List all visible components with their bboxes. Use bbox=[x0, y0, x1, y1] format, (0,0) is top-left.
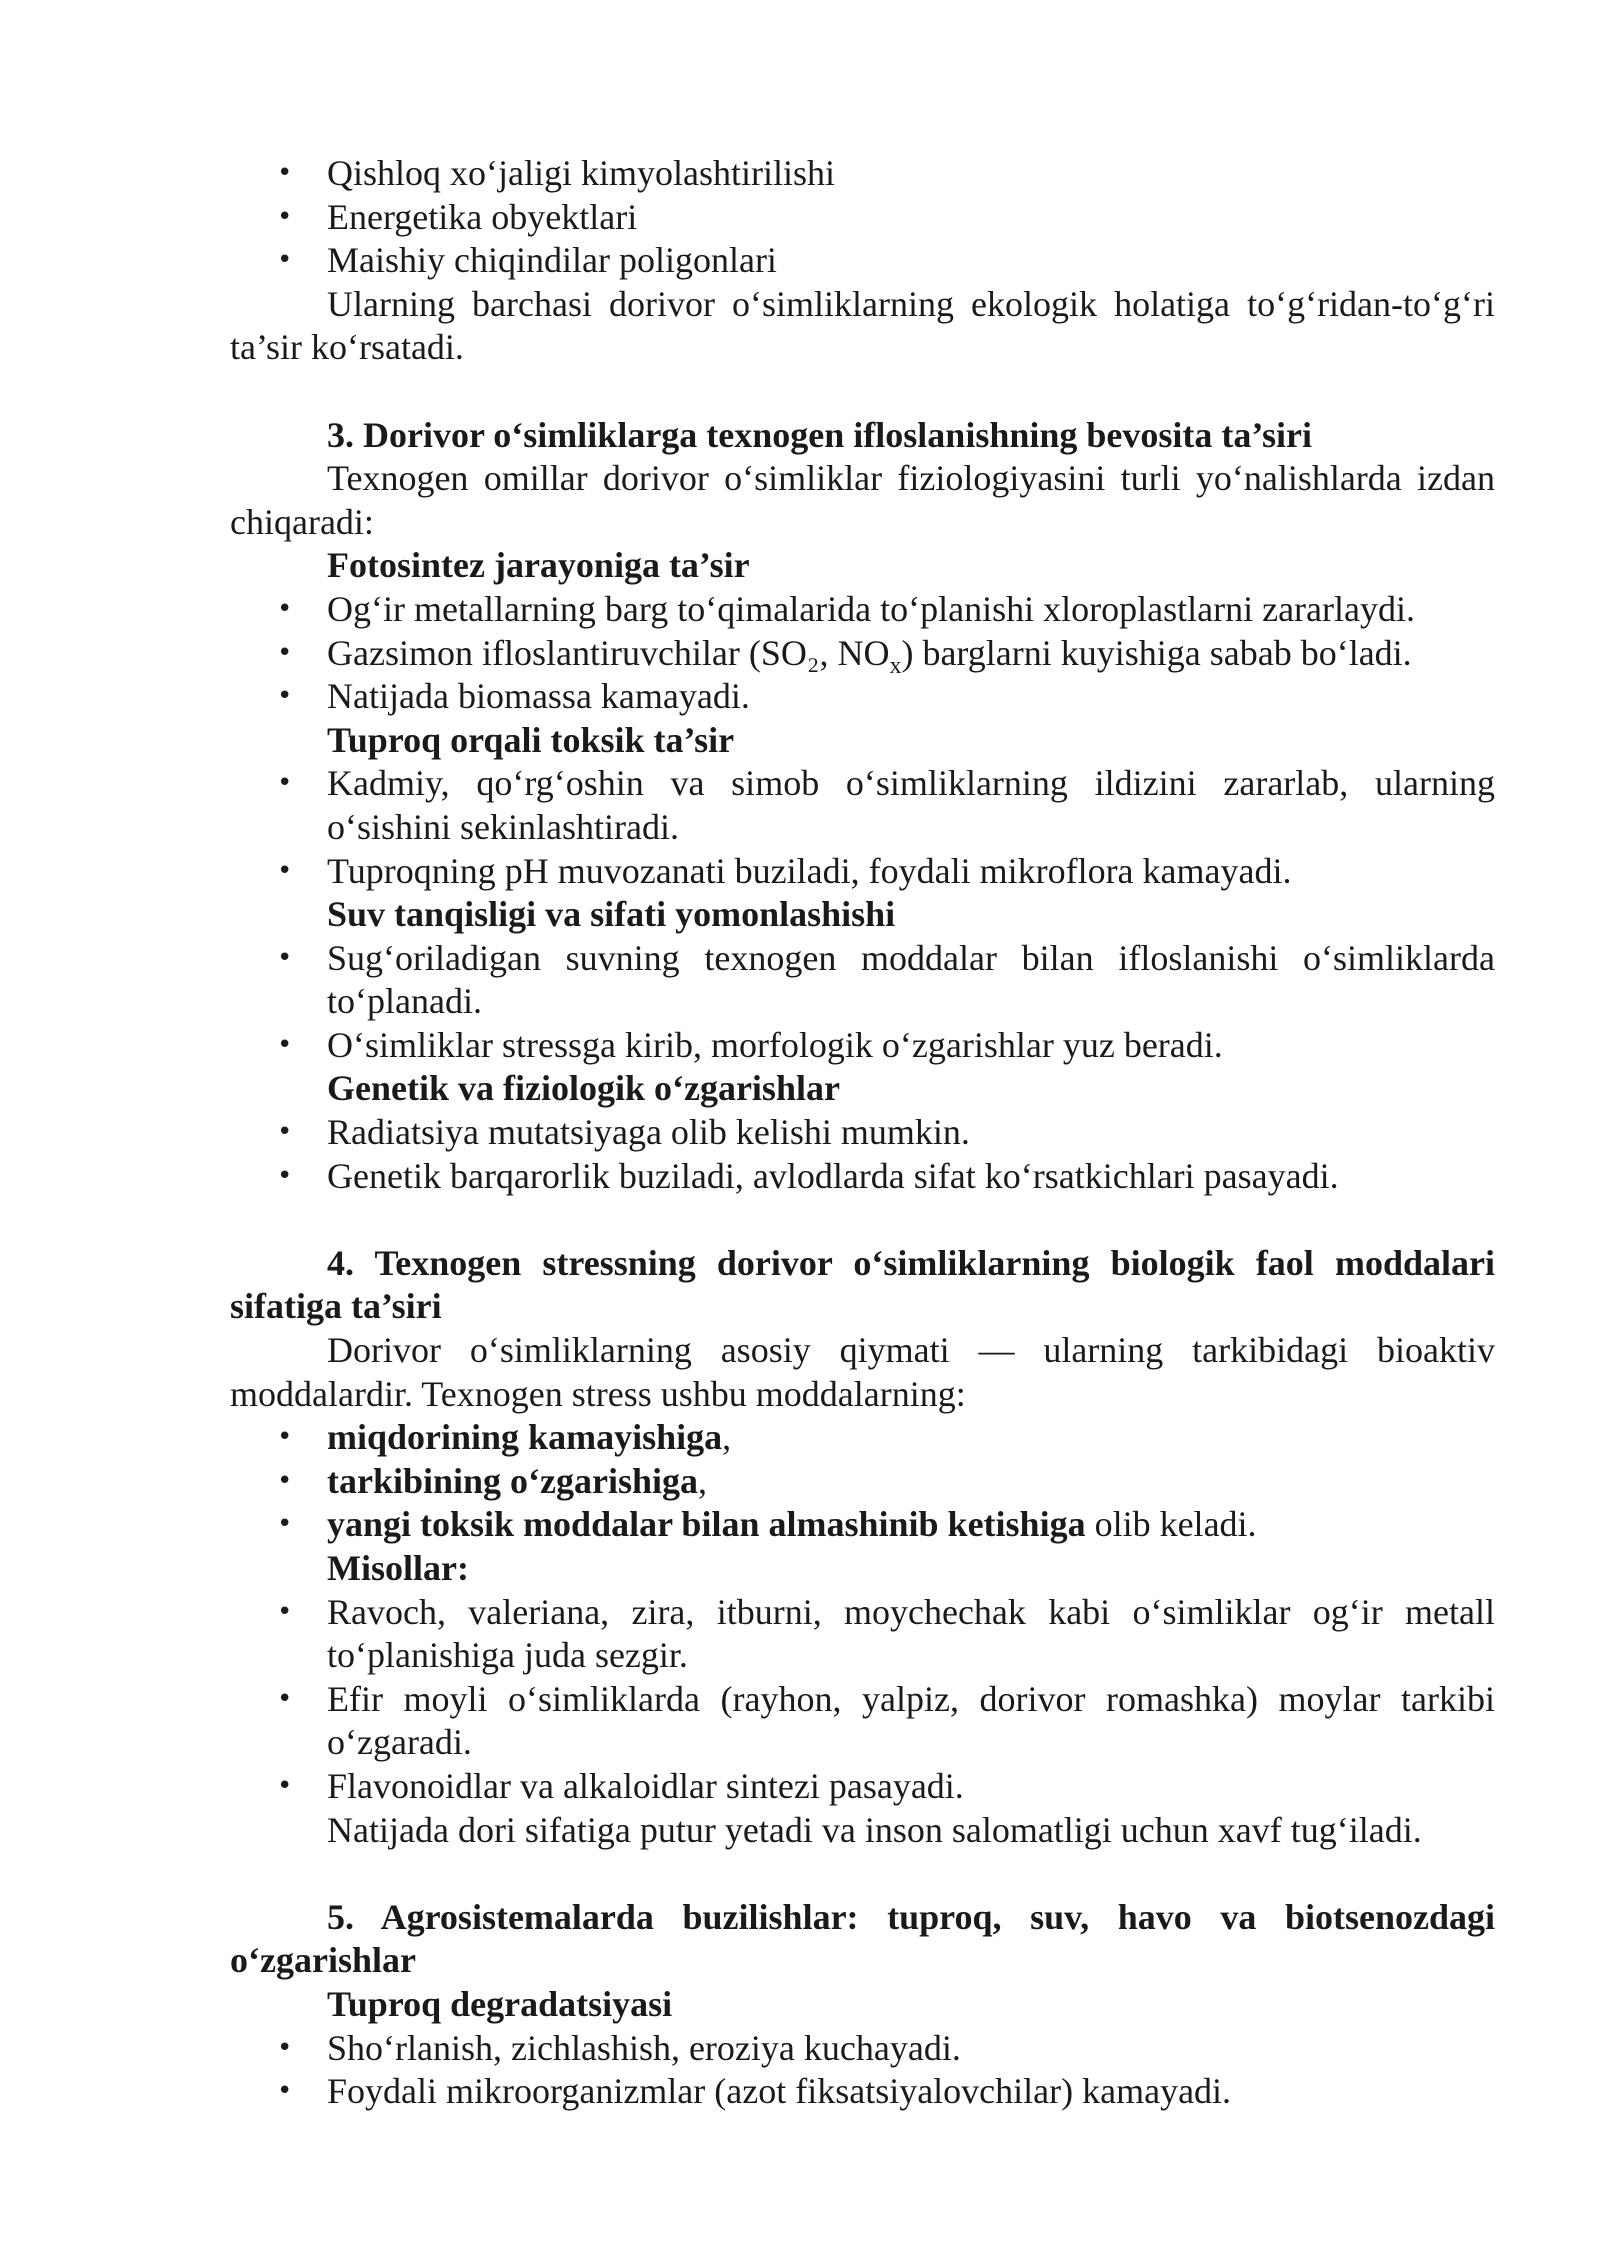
section-3-heading: 3. Dorivor o‘simliklarga texnogen ifloslanishning bevosita ta’siri bbox=[327, 414, 1313, 455]
list-item: • O‘simliklar stressga kirib, morfologik o‘zgarishlar yuz beradi. bbox=[327, 1024, 1495, 1068]
photosynthesis-subheading: Fotosintez jarayoniga ta’sir bbox=[327, 545, 750, 586]
list-item: • Foydali mikroorganizmlar (azot fiksatsiyalovchilar) kamayadi. bbox=[327, 2070, 1495, 2114]
soil-toxicity-list bbox=[230, 762, 1495, 893]
intro-paragraph: Ularning barchasi dorivor o‘simliklarning ekologik holatiga to‘g‘ridan-to‘g‘ri ta’sir ko‘rsatadi. bbox=[230, 283, 1495, 368]
section-5-heading: 5. Agrosistemalarda buzilishlar: tuproq, suv, havo va biotsenozdagi o‘zgarishlar bbox=[230, 1896, 1495, 1981]
water-subheading: Suv tanqisligi va sifati yomonlashishi bbox=[327, 894, 896, 935]
genetic-subheading: Genetik va fiziologik o‘zgarishlar bbox=[327, 1068, 840, 1109]
effects-list bbox=[230, 1416, 1495, 1547]
list-item: • Qishloq xo‘jaligi kimyolashtirilishi bbox=[327, 152, 1495, 196]
list-item: • Radiatsiya mutatsiyaga olib kelishi mumkin. bbox=[327, 1111, 1495, 1155]
list-item: • Sug‘oriladigan suvning texnogen moddalar bilan ifloslanishi o‘simliklarda to‘planadi. bbox=[327, 937, 1495, 1024]
section-3-intro: Texnogen omillar dorivor o‘simliklar fiziologiyasini turli yo‘nalishlarda izdan chiqaradi: bbox=[230, 458, 1495, 542]
list-item: • Energetika obyektlari bbox=[327, 196, 1495, 240]
list-item: • Ravoch, valeriana, zira, itburni, moychechak kabi o‘simliklar og‘ir metall to‘planishiga juda sezgir. bbox=[327, 1591, 1495, 1678]
section-4-intro: Dorivor o‘simliklarning asosiy qiymati — ularning tarkibidagi bioaktiv moddalardir. Texnogen stress ushbu moddalarning: bbox=[230, 1330, 1495, 1414]
list-item: • miqdorining kamayishiga, bbox=[327, 1416, 1495, 1460]
list-item: • yangi toksik moddalar bilan almashinib ketishiga olib keladi. bbox=[327, 1503, 1495, 1547]
soil-degradation-list bbox=[230, 2027, 1495, 2114]
list-item: • Og‘ir metallarning barg to‘qimalarida to‘planishi xloroplastlarni zararlaydi. bbox=[327, 588, 1495, 632]
list-item: • Flavonoidlar va alkaloidlar sintezi pasayadi. bbox=[327, 1765, 1495, 1809]
list-item: • Natijada biomassa kamayadi. bbox=[327, 675, 1495, 719]
list-item: • Sho‘rlanish, zichlashish, eroziya kuchayadi. bbox=[327, 2027, 1495, 2071]
document-page bbox=[230, 152, 1495, 2114]
soil-degradation-subheading: Tuproq degradatsiyasi bbox=[327, 1983, 673, 2024]
list-item: • tarkibining o‘zgarishiga, bbox=[327, 1460, 1495, 1504]
examples-list bbox=[230, 1591, 1495, 1809]
list-item: • Maishiy chiqindilar poligonlari bbox=[327, 239, 1495, 283]
list-item: • Efir moyli o‘simliklarda (rayhon, yalpiz, dorivor romashka) moylar tarkibi o‘zgaradi. bbox=[327, 1678, 1495, 1765]
photosynthesis-list bbox=[230, 588, 1495, 719]
list-item: • Gazsimon ifloslantiruvchilar (SO₂, $NO_x$) barglarni kuyishiga sabab bo‘ladi. bbox=[327, 632, 1495, 676]
examples-subheading: Misollar: bbox=[327, 1548, 469, 1588]
section-4-conclusion: Natijada dori sifatiga putur yetadi va inson salomatligi uchun xavf tug‘iladi. bbox=[327, 1809, 1422, 1850]
genetic-list bbox=[230, 1111, 1495, 1198]
soil-toxicity-subheading: Tuproq orqali toksik ta’sir bbox=[327, 719, 735, 760]
section-4-heading: 4. Texnogen stressning dorivor o‘simliklarning biologik faol moddalari sifatiga ta’siri bbox=[230, 1242, 1495, 1327]
water-list bbox=[230, 937, 1495, 1068]
list-item: • Genetik barqarorlik buziladi, avlodlarda sifat ko‘rsatkichlari pasayadi. bbox=[327, 1155, 1495, 1199]
list-item: • Kadmiy, qo‘rg‘oshin va simob o‘simliklarning ildizini zararlab, ularning o‘sishini sekinlashtiradi. bbox=[327, 762, 1495, 849]
list-item: • Tuproqning pH muvozanati buziladi, foydali mikroflora kamayadi. bbox=[327, 850, 1495, 894]
intro-list bbox=[230, 152, 1495, 283]
